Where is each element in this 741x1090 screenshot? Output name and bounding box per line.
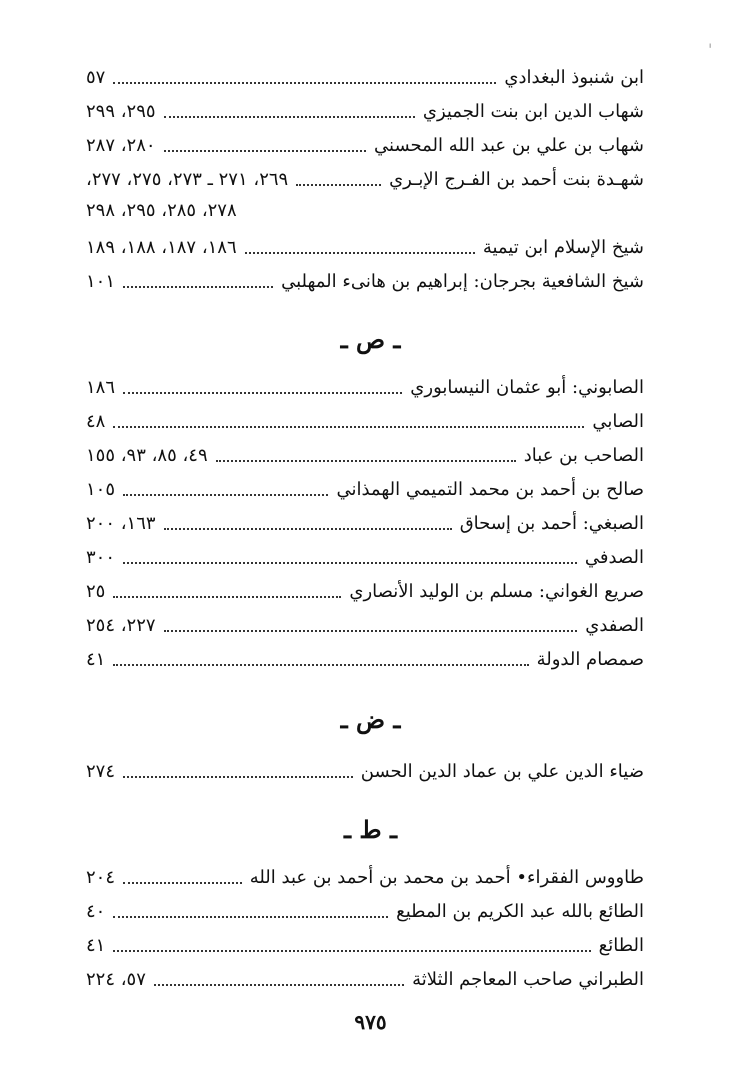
index-entry (86, 604, 644, 638)
entry-pages: ٤٨ (86, 411, 106, 432)
leader-dots (164, 130, 366, 152)
leader-dots (123, 474, 328, 496)
entry-pages: ١٠١ (86, 271, 116, 292)
leader-dots (123, 862, 242, 884)
entry-name: الصفدي (585, 615, 644, 636)
leader-dots (123, 542, 577, 564)
index-entry (86, 924, 644, 958)
leader-dots (154, 964, 404, 986)
index-entry (86, 226, 644, 260)
leader-dots (113, 930, 590, 952)
leader-dots (245, 232, 475, 254)
entry-name: صمصام الدولة (536, 649, 644, 670)
entry-pages: ١٦٣، ٢٠٠ (86, 513, 156, 534)
entry-pages: ٢٩٥، ٢٩٩ (86, 101, 156, 122)
entry-pages: ٢٨٠، ٢٨٧ (86, 135, 156, 156)
entry-pages: ٢٥ (86, 581, 106, 602)
entry-name: الصابي (592, 411, 644, 432)
leader-dots (113, 896, 388, 918)
entry-name: شهاب الدين ابن بنت الجميزي (422, 101, 644, 122)
entry-pages-continuation: ٢٧٨، ٢٨٥، ٢٩٥، ٢٩٨ (86, 200, 237, 221)
entry-pages: ٤١ (86, 649, 106, 670)
leader-dots (164, 508, 452, 530)
entry-name: الطبراني صاحب المعاجم الثلاثة (412, 969, 644, 990)
entry-name: شهـدة بنت أحمد بن الفـرج الإبـري (389, 169, 644, 190)
entry-pages: ٤١ (86, 935, 106, 956)
index-entry (86, 434, 644, 468)
index-entry (86, 958, 644, 992)
leader-dots (164, 610, 578, 632)
entry-pages: ٤٩، ٨٥، ٩٣، ١٥٥ (86, 445, 208, 466)
leader-dots (113, 644, 528, 666)
entry-pages: ٢٢٧، ٢٥٤ (86, 615, 156, 636)
index-entry (86, 468, 644, 502)
leader-dots (123, 756, 353, 778)
leader-dots (113, 576, 341, 598)
entry-name: صالح بن أحمد بن محمد التميمي الهمذاني (336, 479, 644, 500)
page-number: ٩٧٥ (354, 1010, 387, 1034)
entry-pages: ٥٧ (86, 67, 106, 88)
entry-pages: ٣٠٠ (86, 547, 116, 568)
index-entry (86, 890, 644, 924)
section-heading: ـ ص ـ (340, 325, 401, 354)
entry-name: الطائع بالله عبد الكريم بن المطيع (396, 901, 644, 922)
index-entry (86, 856, 644, 890)
index-entry (86, 56, 644, 90)
leader-dots (123, 266, 273, 288)
index-entry (86, 400, 644, 434)
section-heading: ـ ض ـ (340, 705, 401, 734)
entry-pages: ٤٠ (86, 901, 106, 922)
entry-pages: ٢٠٤ (86, 867, 116, 888)
leader-dots (113, 406, 584, 428)
index-entry (86, 536, 644, 570)
entry-name: الصبغي: أحمد بن إسحاق (459, 513, 644, 534)
entry-name: الصاحب بن عباد (523, 445, 644, 466)
section-heading: ـ ط ـ (344, 815, 397, 844)
entry-pages: ٢٦٩، ٢٧١ ـ ٢٧٣، ٢٧٥، ٢٧٧، (86, 169, 289, 190)
entry-pages: ١٨٦، ١٨٧، ١٨٨، ١٨٩ (86, 237, 237, 258)
entry-name: الصابوني: أبو عثمان النيسابوري (410, 377, 644, 398)
entry-name: الصدفي (584, 547, 644, 568)
entry-name: صريع الغواني: مسلم بن الوليد الأنصاري (349, 581, 644, 602)
leader-dots (216, 440, 516, 462)
index-entry (86, 158, 644, 192)
index-entry (86, 570, 644, 604)
leader-dots (296, 164, 381, 186)
entry-name: طاووس الفقراء• أحمد بن محمد بن أحمد بن عبد الله (249, 867, 644, 888)
index-entry (86, 502, 644, 536)
index-entry (86, 638, 644, 672)
entry-name: شهاب بن علي بن عبد الله المحسني (374, 135, 644, 156)
leader-dots (123, 372, 402, 394)
entry-name: الطائع (598, 935, 644, 956)
index-entry (86, 90, 644, 124)
entry-pages: ١٠٥ (86, 479, 116, 500)
entry-pages: ٥٧، ٢٢٤ (86, 969, 146, 990)
index-entry (86, 750, 644, 784)
entry-name: شيخ الشافعية بجرجان: إبراهيم بن هانىء المهلبي (281, 271, 644, 292)
entry-name: شيخ الإسلام ابن تيمية (482, 237, 644, 258)
leader-dots (113, 62, 496, 84)
entry-pages: ٢٧٤ (86, 761, 116, 782)
index-entry (86, 366, 644, 400)
entry-name: ابن شنبوذ البغدادي (504, 67, 644, 88)
index-entry (86, 260, 644, 294)
entry-pages: ١٨٦ (86, 377, 116, 398)
index-entry (86, 124, 644, 158)
leader-dots (164, 96, 415, 118)
margin-mark: ' (708, 40, 713, 59)
entry-name: ضياء الدين علي بن عماد الدين الحسن (360, 761, 644, 782)
